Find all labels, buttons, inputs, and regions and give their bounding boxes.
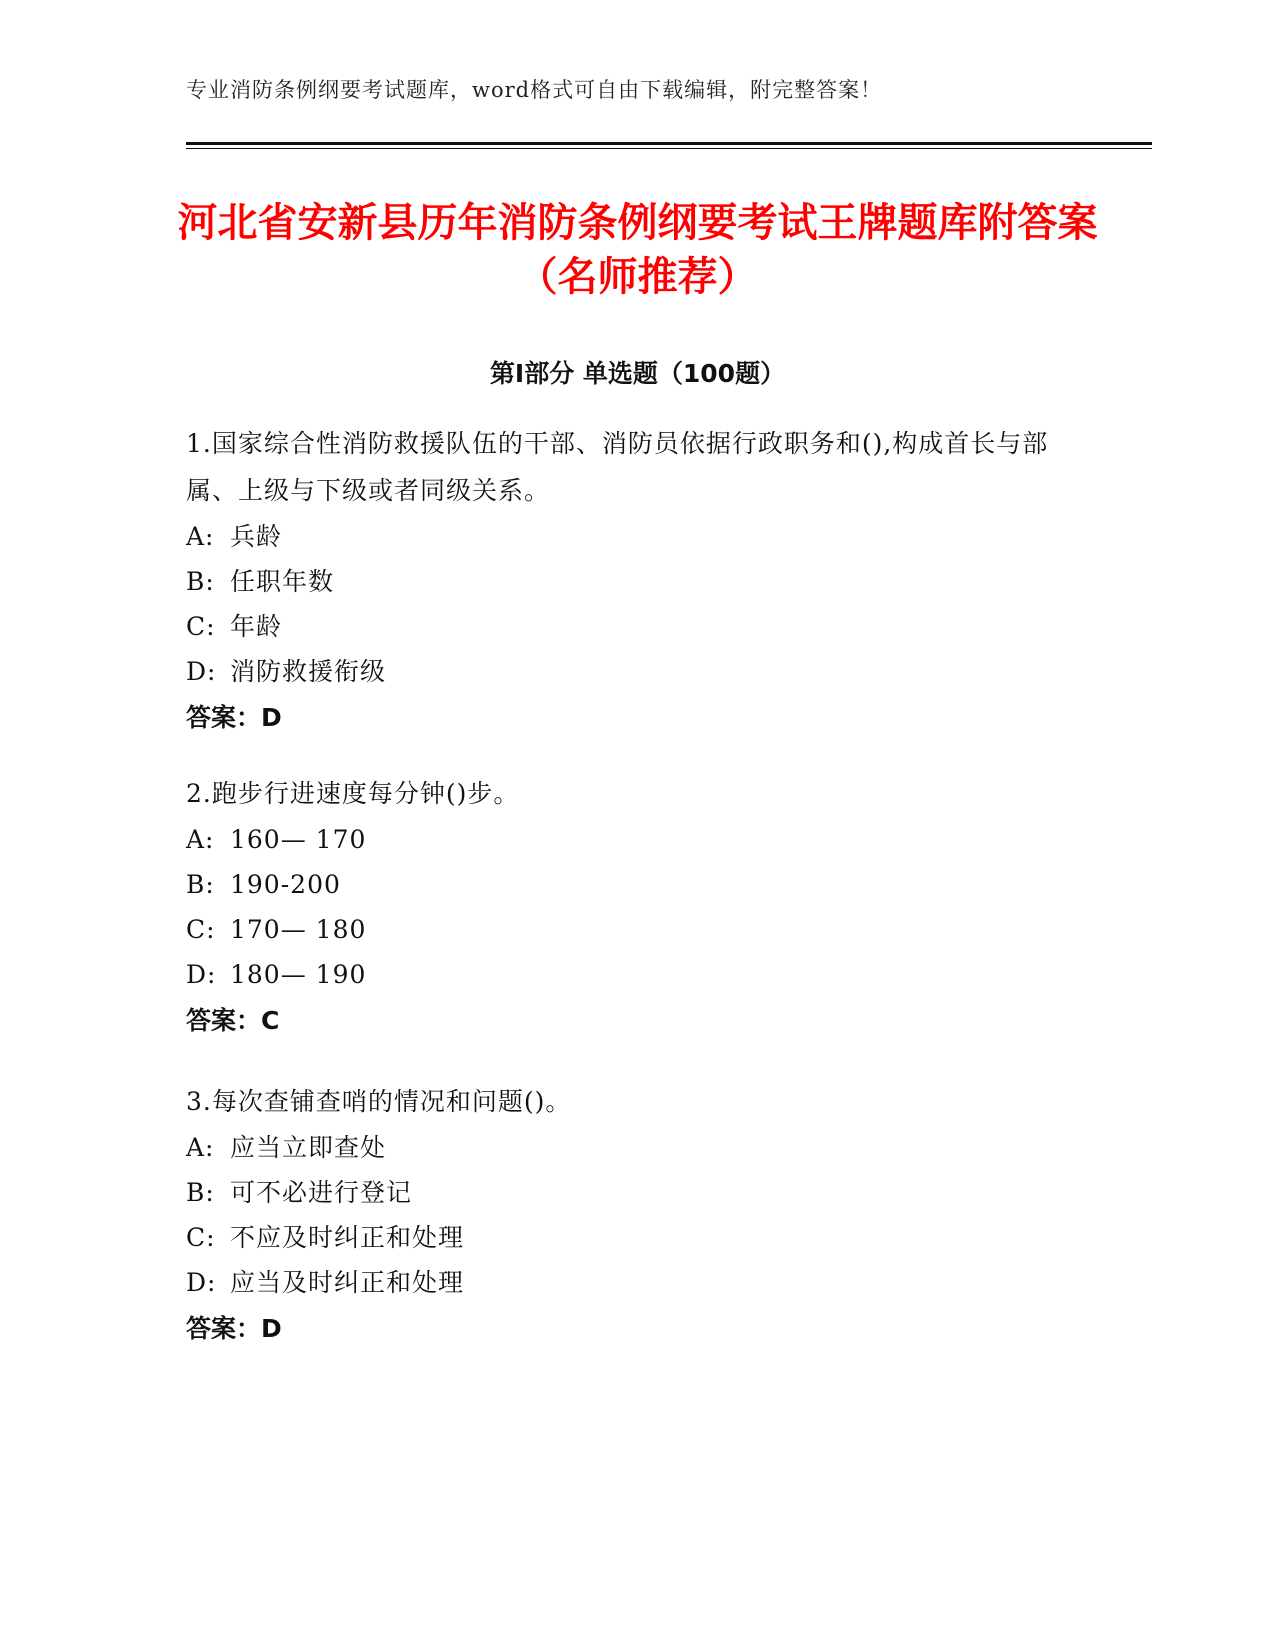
option-b xyxy=(186,1170,1086,1215)
option-letter: D: xyxy=(186,1268,217,1297)
option-text: 年龄 xyxy=(230,612,283,641)
option-d xyxy=(186,952,1086,997)
option-text: 不应及时纠正和处理 xyxy=(230,1223,465,1252)
answer-line: 答案：D xyxy=(186,703,282,732)
option-d xyxy=(186,649,1086,694)
option-a xyxy=(186,514,1086,559)
option-c xyxy=(186,1215,1086,1260)
option-c xyxy=(186,604,1086,649)
header-divider-thick xyxy=(186,142,1152,145)
section-heading: 第Ⅰ部分 单选题（100题） xyxy=(489,359,786,388)
question-2 xyxy=(186,770,1086,1044)
header-note: 专业消防条例纲要考试题库，word格式可自由下载编辑，附完整答案！ xyxy=(186,78,883,102)
option-text: 160— 170 xyxy=(230,825,367,854)
option-text: 应当及时纠正和处理 xyxy=(230,1268,465,1297)
option-letter: C: xyxy=(186,612,216,641)
option-b xyxy=(186,862,1086,907)
option-text: 180— 190 xyxy=(230,960,367,989)
header-divider-thin xyxy=(186,148,1152,149)
document-title: 河北省安新县历年消防条例纲要考试王牌题库附答案（名师推荐） xyxy=(177,200,1098,300)
option-letter: B: xyxy=(186,567,215,596)
question-1 xyxy=(186,420,1086,741)
answer-line: 答案：D xyxy=(186,1314,282,1343)
option-letter: A: xyxy=(186,1133,215,1162)
option-letter: A: xyxy=(186,522,215,551)
option-letter: D: xyxy=(186,960,217,989)
option-letter: C: xyxy=(186,1223,216,1252)
question-stem: 1.国家综合性消防救援队伍的干部、消防员依据行政职务和(),构成首长与部属、上级与下级或者同级关系。 xyxy=(186,429,1049,505)
answer-line: 答案：C xyxy=(186,1006,280,1035)
option-c xyxy=(186,907,1086,952)
option-letter: B: xyxy=(186,870,215,899)
option-letter: A: xyxy=(186,825,215,854)
option-text: 应当立即查处 xyxy=(230,1133,387,1162)
option-text: 兵龄 xyxy=(230,522,283,551)
option-text: 消防救援衔级 xyxy=(230,657,387,686)
question-stem: 2.跑步行进速度每分钟()步。 xyxy=(186,779,520,808)
option-text: 可不必进行登记 xyxy=(230,1178,413,1207)
option-text: 190-200 xyxy=(230,870,341,899)
option-text: 170— 180 xyxy=(230,915,367,944)
option-a xyxy=(186,817,1086,862)
question-3 xyxy=(186,1078,1086,1352)
option-letter: D: xyxy=(186,657,217,686)
option-b xyxy=(186,559,1086,604)
option-letter: C: xyxy=(186,915,216,944)
option-letter: B: xyxy=(186,1178,215,1207)
option-d xyxy=(186,1260,1086,1305)
question-stem: 3.每次查铺查哨的情况和问题()。 xyxy=(186,1087,572,1116)
option-a xyxy=(186,1125,1086,1170)
option-text: 任职年数 xyxy=(230,567,335,596)
